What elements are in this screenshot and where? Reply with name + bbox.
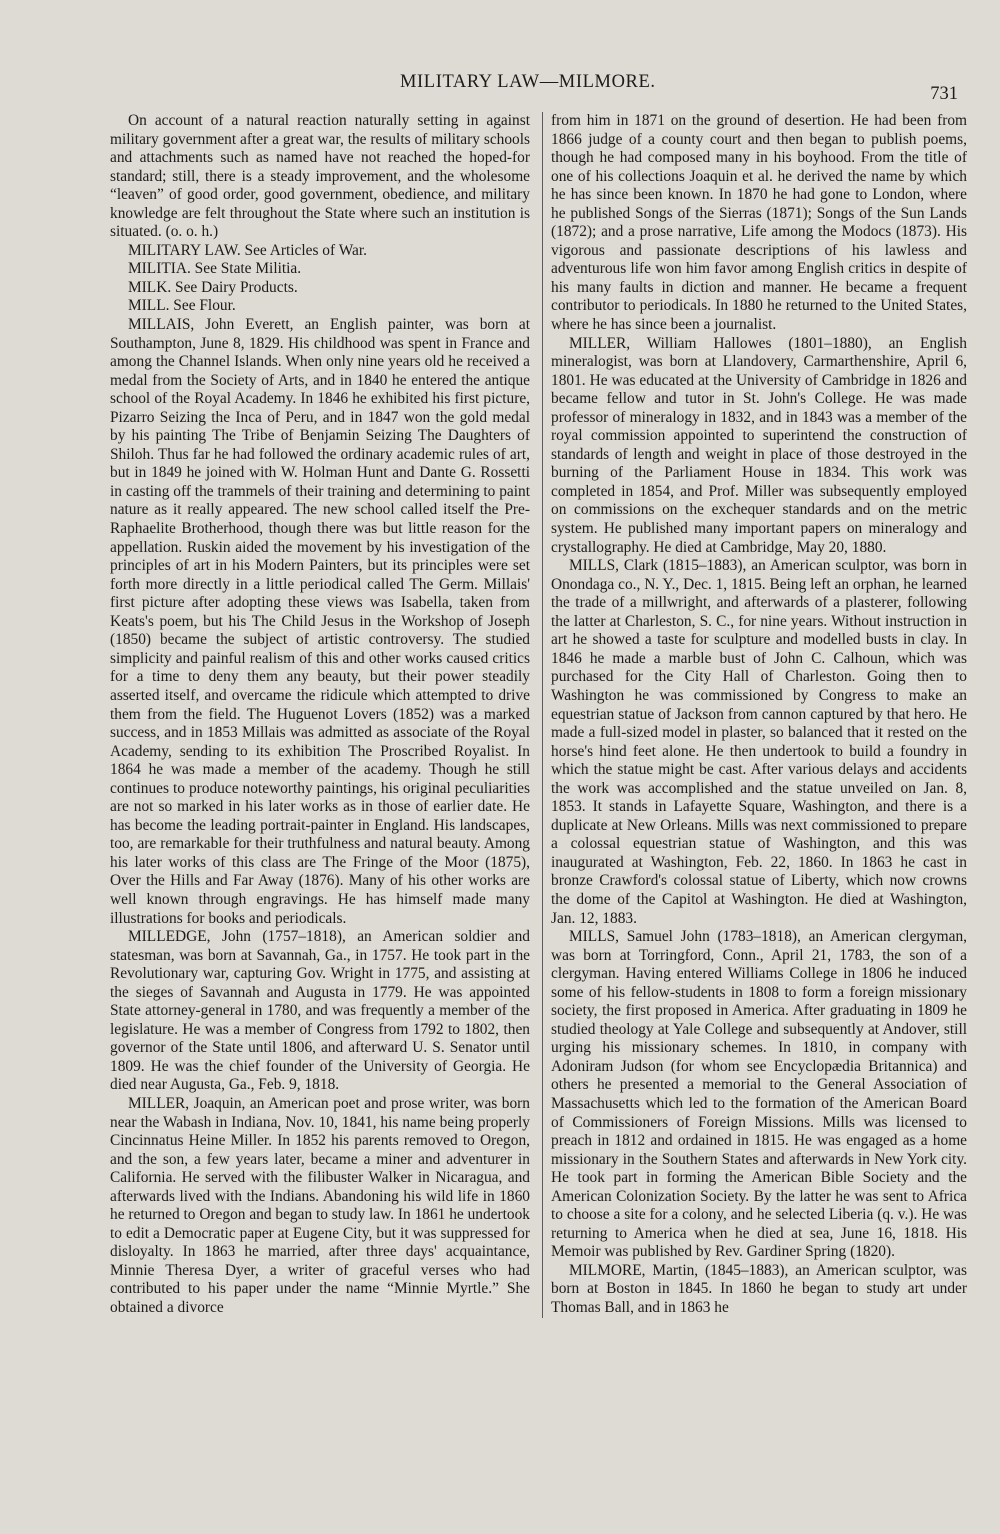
paragraph: MILMORE, Martin, (1845–1883), an American sculptor, was born at Boston in 1845. In 1860 he began to study art under Thomas Ball, and in 1863 he <box>551 1261 967 1316</box>
right-column <box>542 112 967 1318</box>
paragraph: MILL. See Flour. <box>128 297 236 315</box>
page-number: 731 <box>930 84 958 104</box>
paragraph: MILLAIS, John Everett, an English painter, was born at Southampton, June 8, 1829. His childhood was spent in France and among the Channel Islands. When only nine years old he received a medal from the Society of Arts, and in 1840 he entered the antique school of the Royal Academy. In 1846 he exhibited his first picture, Pizarro Seizing the Inca of Peru, and in 1847 won the gold medal by his painting The Tribe of Benjamin Seizing The Daughters of Shiloh. Thus far he had followed the ordinary academic rules of art, but in 1849 he joined with W. Holman Hunt and Dante G. Rossetti in casting off the trammels of their training and determining to paint nature as it really appeared. The new school called itself the Pre-Raphaelite Brotherhood, though there was but little reason for the appellation. Ruskin aided the movement by his investigation of the principles of art in his Modern Painters, but its principles were set forth more directly in a little periodical called The Germ. Millais' first picture after adopting these views was Isabella, taken from Keats's poem, but his The Child Jesus in the Workshop of Joseph (1850) became the subject of artistic controversy. The studied simplicity and painful realism of this and other works caused critics for a time to deny them any beauty, but their power steadily asserted itself, and overcame the ridicule which attempted to drive them from the field. The Huguenot Lovers (1852) was a marked success, and in 1853 Millais was admitted as associate of the Royal Academy, sending to its exhibition The Proscribed Royalist. In 1864 he was made a member of the academy. Though he still continues to produce noteworthy paintings, his original peculiarities are not so marked in his later works as in those of earlier date. He has become the leading portrait-painter in England. His landscapes, too, are remarkable for their truthfulness and natural beauty. Among his later works of this class are The Fringe of the Moor (1875), Over the Hills and Far Away (1876). Many of his other works are well known through engravings. He has himself made many illustrations for books and periodicals. <box>110 316 530 927</box>
left-column <box>110 112 530 1318</box>
paragraph: from him in 1871 on the ground of desertion. He had been from 1866 judge of a county court and then began to publish poems, though he had composed many in his boyhood. From the title of one of his collections Joaquin et al. he derived the name by which he has since been known. In 1870 he had gone to London, where he published Songs of the Sierras (1871); Songs of the Sun Lands (1872); and a prose narrative, Life among the Modocs (1873). His vigorous and passionate descriptions of his lawless and adventurous life won him favor among English critics in despite of his many faults in diction and manner. He became a frequent contributor to periodicals. In 1880 he returned to the United States, where he has since been a journalist. <box>551 112 967 334</box>
paragraph: MILLER, Joaquin, an American poet and prose writer, was born near the Wabash in Indiana, Nov. 10, 1841, his name being properly Cincinnatus Heine Miller. In 1852 his parents removed to Oregon, and the son, a few years later, became a miner and adventurer in California. He served with the filibuster Walker in Nicaragua, and afterwards lived with the Indians. Abandoning his wild life in 1860 he returned to Oregon and began to study law. In 1861 he undertook to edit a Democratic paper at Eugene City, but it was suppressed for disloyalty. In 1863 he married, after three days' acquaintance, Minnie Theresa Dyer, a writer of graceful verses who had contributed to his paper under the name “Minnie Myrtle.” She obtained a divorce <box>110 1094 530 1316</box>
paragraph: MILLS, Clark (1815–1883), an American sculptor, was born in Onondaga co., N. Y., Dec. 1, 1815. Being left an orphan, he learned the trade of a millwright, and afterwards of a plasterer, following the latter at Charleston, S. C., for nine years. Without instruction in art he showed a taste for sculpture and modelled busts in clay. In 1846 he made a marble bust of John C. Calhoun, which was purchased for the City Hall of Charleston. Going then to Washington he was commissioned by Congress to make an equestrian statue of Jackson from cannon captured by that hero. He made a full-sized model in plaster, so balanced that it rested on the horse's hind feet alone. He then undertook to build a foundry in which the statue might be cast. After various delays and accidents the work was accomplished and the statue unveiled on Jan. 8, 1853. It stands in Lafayette Square, Washington, and there is a duplicate at New Orleans. Mills was next commissioned to prepare a colossal equestrian statue of Washington, and this was inaugurated at Washington, Feb. 22, 1860. In 1863 he cast in bronze Crawford's colossal statue of Liberty, which now crowns the dome of the Capitol at Washington. He died at Washington, Jan. 12, 1883. <box>551 557 967 927</box>
paragraph: On account of a natural reaction naturally setting in against military government after a great war, the results of military schools and attachments such as named have not reached the hoped-for standard; still, there is a steady improvement, and the wholesome “leaven” of good order, good government, obedience, and military knowledge are felt throughout the State where such an institution is situated. (o. o. h.) <box>110 112 530 241</box>
paragraph: MILK. See Dairy Products. <box>128 278 298 296</box>
text-columns <box>110 112 967 1318</box>
paragraph: MILLS, Samuel John (1783–1818), an American clergyman, was born at Torringford, Conn., April 21, 1783, the son of a clergyman. Having entered Williams College in 1806 he induced some of his fellow-students in 1808 to form a foreign missionary society, the first proposed in America. After graduating in 1809 he studied theology at Yale College and subsequently at Andover, still urging his missionary schemes. In 1810, in company with Adoniram Judson (for whom see Encyclopædia Britannica) and others he presented a memorial to the General Association of Massachusetts which led to the formation of the American Board of Commissioners of Foreign Missions. Mills was licensed to preach in 1812 and ordained in 1815. He was engaged as a home missionary in the Southern States and afterwards in New York city. He took part in forming the American Bible Society and the American Colonization Society. By the latter he was sent to Africa to choose a site for a colony, and he selected Liberia (q. v.). He was returning to America when he died at sea, June 16, 1818. His Memoir was published by Rev. Gardiner Spring (1820). <box>551 928 967 1261</box>
page-header <box>110 72 958 106</box>
paragraph: MILITARY LAW. See Articles of War. <box>128 241 367 259</box>
running-head: MILITARY LAW—MILMORE. <box>400 72 656 92</box>
paragraph: MILITIA. See State Militia. <box>128 260 302 278</box>
paragraph: MILLEDGE, John (1757–1818), an American soldier and statesman, was born at Savannah, Ga., in 1757. He took part in the Revolutionary war, capturing Gov. Wright in 1775, and assisting at the sieges of Savannah and Augusta in 1779. He was appointed State attorney-general in 1780, and was frequently a member of the legislature. He was a member of Congress from 1792 to 1802, then governor of the State until 1806, and afterward U. S. Senator until 1809. He was the chief founder of the University of Georgia. He died near Augusta, Ga., Feb. 9, 1818. <box>110 928 530 1094</box>
paragraph: MILLER, William Hallowes (1801–1880), an English mineralogist, was born at Llandovery, Carmarthenshire, April 6, 1801. He was educated at the University of Cambridge in 1826 and became fellow and tutor in St. John's College. He was made professor of mineralogy in 1832, and in 1843 was a member of the royal commission appointed to superintend the construction of standards of length and weight in place of those destroyed in the burning of the Parliament House in 1834. This work was completed in 1854, and Prof. Miller was subsequently employed on commissions on the exchequer standards and on the metric system. He published many important papers on mineralogy and crystallography. He died at Cambridge, May 20, 1880. <box>551 334 967 556</box>
